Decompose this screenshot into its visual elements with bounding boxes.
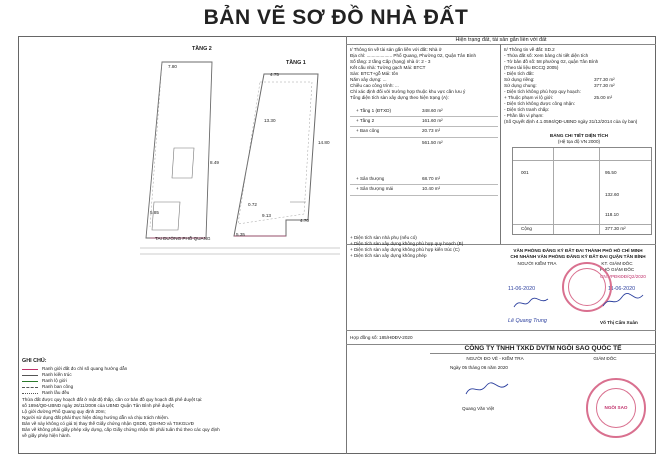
dimension-label: 14.80 — [318, 140, 330, 145]
area-row-value: 10.40 m² — [422, 186, 441, 191]
road-label: TAI ĐƯỜNG PHỔ QUANG — [155, 236, 211, 241]
director-label: KT. GIÁM ĐỐC — [601, 261, 633, 266]
document-title: BẢN VẼ SƠ ĐỒ NHÀ ĐẤT — [203, 6, 469, 29]
company-rule-top — [346, 330, 656, 331]
dimension-label: 4.75 — [270, 72, 279, 77]
floor-row-label: + Ban công — [356, 128, 380, 133]
header-rule — [346, 44, 656, 45]
company-date: Ngày 05 tháng 06 năm 2020 — [450, 365, 508, 370]
legend-note: về giấy phép hiện hành. — [22, 433, 71, 438]
floor1-outline — [234, 74, 318, 236]
legend-note: Thửa đất được quy hoạch đất ở mật độ thấp, cần cơ bản đồ quy hoạch đã phê duyệt tại: — [22, 397, 203, 402]
company-stamp-text: NGÔI SAO — [604, 405, 628, 410]
legend-note: số 1894/QĐ-UBND ngày 26/11/2008 của UBND Quận Tân Bình phê duyệt; — [22, 403, 175, 408]
dimension-label: 0.72 — [248, 202, 257, 207]
surveyor-signature-icon — [462, 378, 512, 400]
terrace-area-table — [350, 176, 498, 210]
extra-line: + Diện tích sàn xây dựng không phù hợp kiến trúc (C) — [350, 247, 460, 252]
detail-table-subtitle: (Hệ tọa độ VN 2000) — [557, 139, 601, 144]
detail-table-title: BẢNG CHI TIẾT DIỆN TÍCH — [549, 133, 609, 138]
legend-swatch — [22, 375, 38, 376]
land-line: - Tờ bản đồ số: 58 phường 02, quận Tân Bình — [504, 59, 599, 64]
info-divider — [500, 44, 501, 244]
legend-swatch — [22, 387, 38, 388]
dimension-label: 9.13 — [262, 213, 271, 218]
floor2-label: TẦNG 2 — [192, 46, 212, 52]
table-total-label: Cộng — [521, 226, 532, 231]
legend-list — [22, 366, 342, 439]
office-line-2: CHI NHÁNH VĂN PHÒNG ĐĂNG KÝ ĐẤT ĐAI QUẬN TÂN BÌNH — [510, 254, 646, 259]
surveyor-name: Quang Văn Việt — [462, 406, 495, 411]
info-line: Số tầng: 2 tầng Cấp (hạng) nhà ở: 2 - 3 — [350, 59, 431, 64]
land-line: - Diện tích đất: — [504, 71, 534, 76]
floor-area-table — [350, 108, 498, 164]
checker-name: Lê Quang Trung — [508, 318, 547, 324]
company-name: CÔNG TY TNHH TXKD DVTM NGÔI SAO QUỐC TẾ — [464, 345, 622, 352]
land-value: 25.00 m² — [594, 95, 613, 100]
sheet-label: Hiện trạng đất, tài sản gắn liền với đất — [455, 37, 547, 43]
land-line: (Theo tài liệu ĐCCQ 2005) — [504, 65, 559, 70]
extra-line: + Diện tích sàn xây dựng không phù hợp quy hoạch (B) — [350, 241, 464, 246]
role-surveyor: NGƯỜI ĐO VẼ - KIỂM TRA — [466, 356, 524, 361]
land-line: - Diện tích tranh chấp: — [504, 107, 550, 112]
table-total-value: 377.30 m² — [605, 226, 626, 231]
land-line: Sử dụng riêng: 377.30 m² — [504, 77, 615, 82]
land-line: - Phần lấn vi phạm: — [504, 113, 544, 118]
column-divider — [346, 36, 347, 454]
land-line: Sử dụng chung: 377.30 m² — [504, 83, 615, 88]
land-line: - Diện tích không phù hợp quy hoạch: — [504, 89, 581, 94]
table-cell: 001 — [521, 170, 529, 175]
area-row-value: 68.70 m² — [422, 176, 441, 181]
dimension-label: 8.49 — [210, 160, 219, 165]
extra-line: + Diện tích sàn nhà phụ (nếu có) — [350, 235, 417, 240]
deputy-label: PHÓ GIÁM ĐỐC — [599, 267, 635, 272]
info-line: Địa chỉ: .................... Phổ Quang, Phường 02, Quận Tân Bình — [350, 53, 477, 58]
info-line: Tổng diện tích sàn xây dựng theo hiện trạng (A): — [350, 95, 449, 100]
legend-item: Ranh kiến trúc — [22, 372, 342, 378]
info-line: Năm xây dựng: ... — [350, 77, 387, 82]
role-director: GIÁM ĐỐC — [593, 356, 617, 361]
land-line: + Thuộc phạm vi lộ giới: 25.00 m² — [504, 95, 613, 100]
decision-line: (Số Quyết định 4.1.0594/QĐ-UBND ngày 31/12/2014 của ủy ban) — [504, 119, 638, 124]
land-info — [504, 47, 654, 125]
approval-date: 11-06-2020 — [508, 286, 536, 292]
dimension-label: 5.85 — [150, 210, 159, 215]
land-line: - Thửa đất số: Xem bảng chi tiết diện tích — [504, 53, 589, 58]
area-row-label: + Sân thượng mái — [356, 186, 394, 191]
building-info — [350, 47, 498, 101]
info-line: Chỉ xác định đối với trường hợp thuộc khu vực cần lưu ý — [350, 89, 466, 94]
info-line: Kết cấu nhà: Tường gạch Mái: BTCT — [350, 65, 426, 70]
table-cell: 132.60 — [605, 192, 620, 197]
dimension-label: 5.35 — [236, 232, 245, 237]
total-floor-area: 561.50 m² — [422, 140, 443, 145]
approver-name: Võ Thị Cẩm Xuân — [600, 320, 638, 325]
info-line: I/ Thông tin về tài sản gắn liền với đất: Nhà ở — [350, 47, 442, 52]
dimension-label: 13.30 — [264, 118, 276, 123]
legend-item: Ranh lầu đều — [22, 390, 342, 396]
checker-signature-icon — [512, 295, 552, 311]
land-line: II/ Thông tin về đất: SD.2 — [504, 47, 555, 52]
info-line: Sàn: BTCT+gỗ Mái: tôn — [350, 71, 399, 76]
legend-swatch — [22, 369, 38, 370]
area-row-label: + Sân thượng — [356, 176, 385, 181]
legend-note: Lộ giới đường Phổ Quang quy định 20m; — [22, 409, 106, 414]
detail-area-table — [512, 147, 652, 235]
site-plan-drawing — [140, 52, 340, 262]
dimension-label: 7.80 — [168, 64, 177, 69]
approval-date-2: 11-06-2020 — [608, 286, 636, 292]
floor-row-label: + Tầng 2 — [356, 118, 375, 123]
deputy-signature-icon — [600, 292, 646, 310]
legend-note: Người sử dụng đất phải thực hiện đúng hướng dẫn và chịu trách nhiệm. — [22, 415, 170, 420]
contract-number: Hợp đồng số: 185/HĐĐV-2020 — [350, 335, 413, 340]
legend-item: Ranh giới đất đo chỉ số quang hướng dẫn — [22, 366, 342, 372]
land-value: 377.30 m² — [594, 77, 615, 82]
floor-row-value: 348.60 m² — [422, 108, 443, 113]
legend-item: Ranh ban công — [22, 384, 342, 390]
checker-label: NGƯỜI KIỂM TRA — [517, 261, 557, 266]
floor-row-value: 20.73 m² — [422, 128, 441, 133]
legend-swatch — [22, 393, 38, 394]
dimension-label: 4.70 — [300, 218, 309, 223]
table-cell: 118.10 — [605, 212, 619, 217]
table-cell: 95.50 — [605, 170, 617, 175]
legend-heading: GHI CHÚ: — [22, 358, 47, 364]
approval-code: CN.VPĐKĐĐ/Q2/2020 — [600, 274, 646, 279]
extra-area-lines — [350, 235, 500, 259]
company-rule-low — [430, 353, 656, 354]
floor1-label: TẦNG 1 — [286, 60, 306, 66]
legend-swatch — [22, 381, 38, 382]
floor-row-value: 161.60 m² — [422, 118, 443, 123]
extra-line: + Diện tích sàn xây dựng không phép — [350, 253, 427, 258]
legend-item: Ranh lộ giới — [22, 378, 342, 384]
legend-note: Bản vẽ không phải giấy phép xây dựng, cấp Giấy chứng nhận thì phải tuân thủ theo các quy định — [22, 427, 220, 432]
legend-note: Bản vẽ này không có giá trị thay thế Giấy chứng nhận QSDĐ, QSHNO và TSKGLVĐ — [22, 421, 194, 426]
office-line-1: VĂN PHÒNG ĐĂNG KÝ ĐẤT ĐAI THÀNH PHỐ HỒ CHÍ MINH — [513, 248, 643, 253]
floor-row-label: + Tầng 1 (ĐTXD) — [356, 108, 392, 113]
land-line: - Diện tích không được công nhận: — [504, 101, 575, 106]
land-value: 377.30 m² — [594, 83, 615, 88]
info-line: Chiều cao công trình: ... — [350, 83, 399, 88]
